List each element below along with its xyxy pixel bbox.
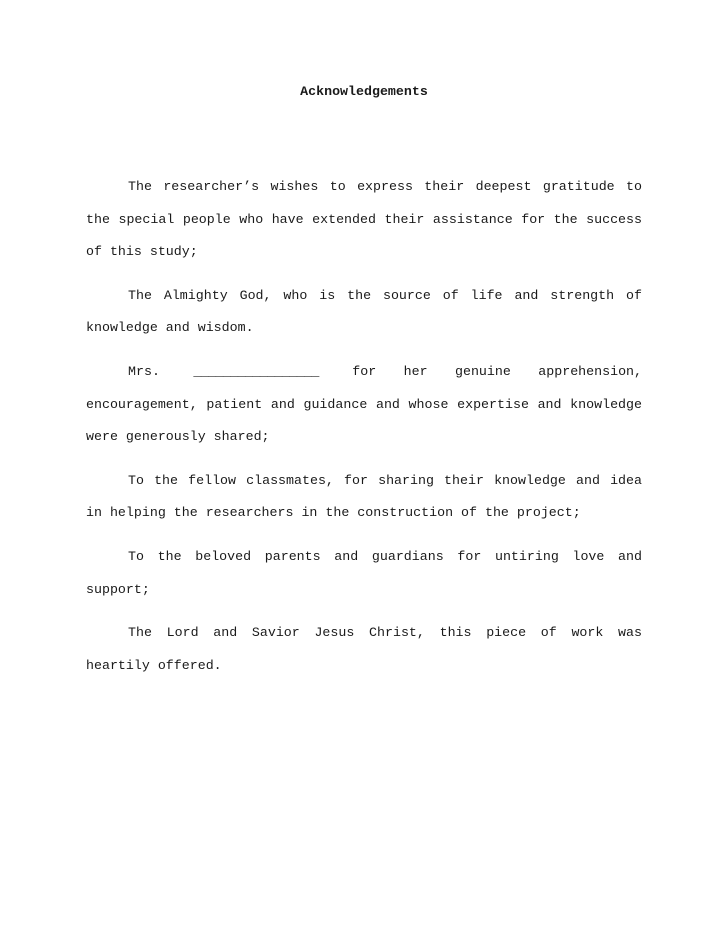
paragraph-jesus-christ: The Lord and Savior Jesus Christ, this piece of work was heartily offered. [86,625,642,673]
paragraph-parents: To the beloved parents and guardians for untiring love and support; [86,548,642,597]
paragraph-classmates: To the fellow classmates, for sharing their knowledge and idea in helping the researchers in the construction of the project; [86,472,642,521]
page-title: Acknowledgements [300,84,428,99]
name-blank: _________________ [193,363,319,379]
paragraph-mrs [86,356,642,454]
paragraph-gratitude: The researcher’s wishes to express their deepest gratitude to the special people who have extended their assistance for the success of this study; [86,179,642,260]
paragraph-mrs-prefix: Mrs. [128,363,160,379]
paragraph-mrs-rest: for her genuine apprehension, encouragement, patient and guidance and whose expertise and knowledge were generously shared; [86,363,643,445]
acknowledgement-body [86,171,642,693]
paragraph-almighty-god: The Almighty God, who is the source of life and strength of knowledge and wisdom. [86,287,642,336]
